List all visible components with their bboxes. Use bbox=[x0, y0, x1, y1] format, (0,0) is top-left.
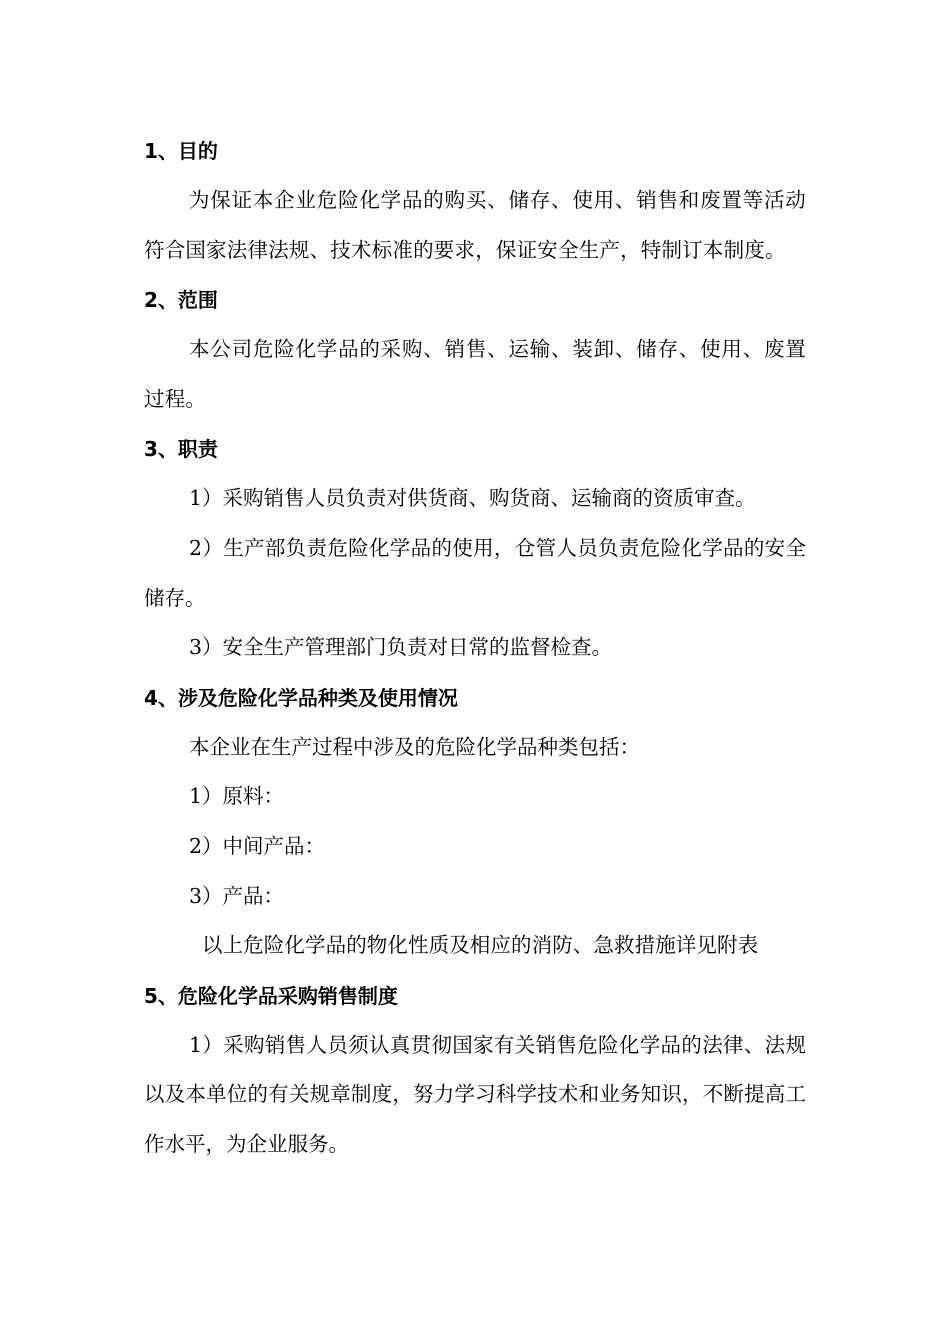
purpose-paragraph: 为保证本企业危险化学品的购买、储存、使用、销售和废置等活动符合国家法律法规、技术标准的要求，保证安全生产，特制订本制度。 bbox=[144, 188, 806, 262]
chemical-type-item: 1）原料： bbox=[189, 784, 285, 809]
section-heading-purpose: 1、目的 bbox=[144, 139, 218, 163]
document-body bbox=[144, 126, 806, 1170]
section-heading-procurement-sales: 5、危险化学品采购销售制度 bbox=[144, 983, 398, 1008]
section-heading-responsibilities: 3、职责 bbox=[144, 437, 218, 462]
chemical-types-intro: 本企业在生产过程中涉及的危险化学品种类包括： bbox=[189, 734, 640, 759]
responsibility-item: 2）生产部负责危险化学品的使用，仓管人员负责危险化学品的安全储存。 bbox=[144, 535, 806, 610]
chemical-type-item: 2）中间产品： bbox=[189, 833, 326, 858]
responsibility-item: 3）安全生产管理部门负责对日常的监督检查。 bbox=[189, 635, 613, 660]
scope-paragraph: 本公司危险化学品的采购、销售、运输、装卸、储存、使用、废置过程。 bbox=[144, 337, 806, 411]
responsibility-item: 1）采购销售人员负责对供货商、购货商、运输商的资质审查。 bbox=[189, 486, 756, 511]
section-heading-chemical-types: 4、涉及危险化学品种类及使用情况 bbox=[144, 685, 458, 710]
procurement-item: 1）采购销售人员须认真贯彻国家有关销售危险化学品的法律、法规以及本单位的有关规章制度，努力学习科学技术和业务知识，不断提高工作水平，为企业服务。 bbox=[144, 1032, 806, 1156]
appendix-note: 以上危险化学品的物化性质及相应的消防、急救措施详见附表 bbox=[202, 933, 759, 958]
chemical-type-item: 3）产品： bbox=[189, 883, 285, 908]
section-heading-scope: 2、范围 bbox=[144, 288, 218, 313]
